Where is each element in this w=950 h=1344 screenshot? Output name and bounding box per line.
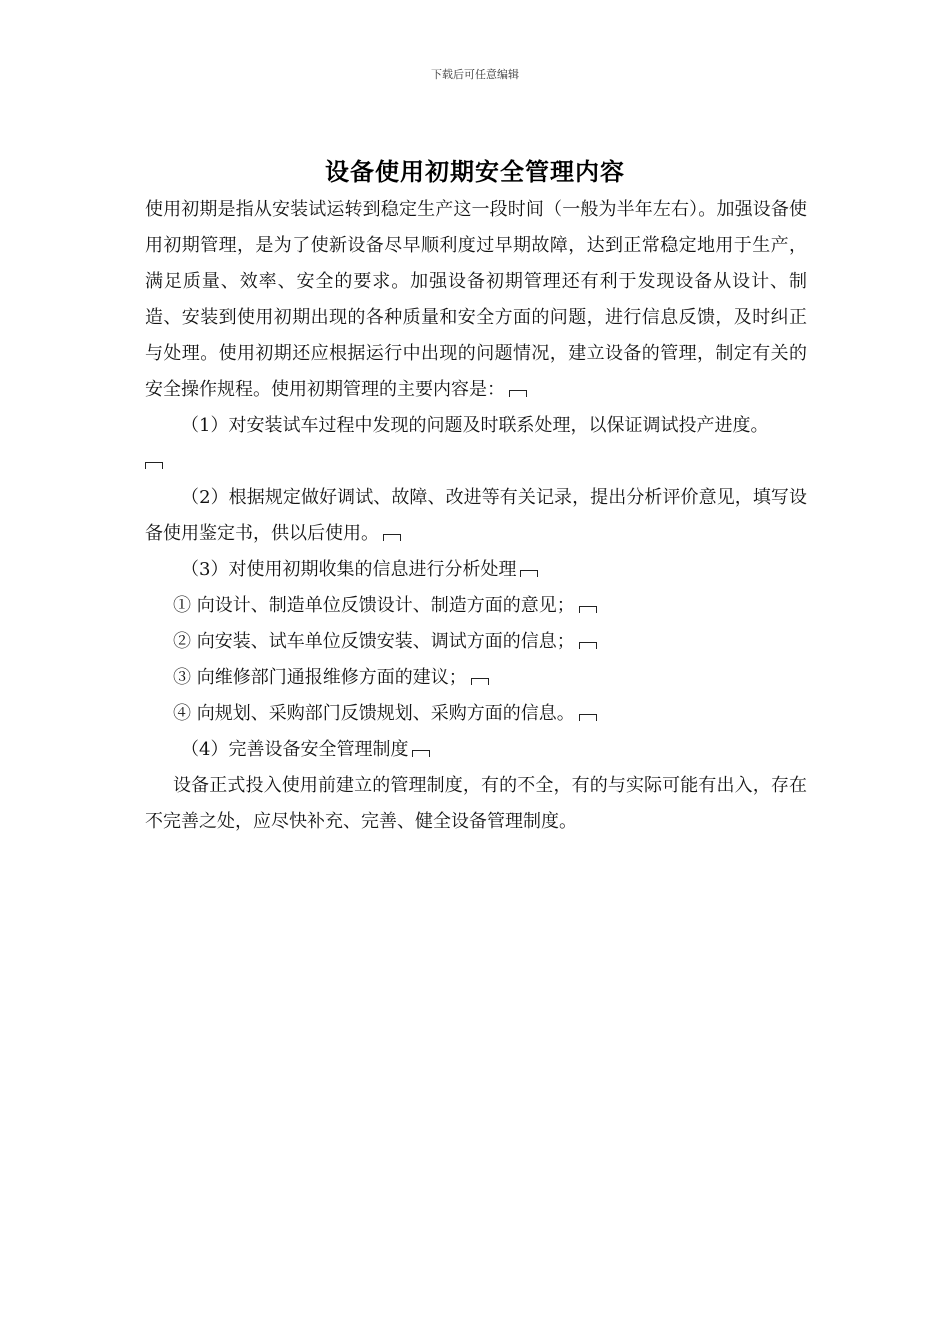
intro-text: 使用初期是指从安装试运转到稳定生产这一段时间（一般为半年左右）。加强设备使用初期管理，是为了使新设备尽早顺利度过早期故障，达到正常稳定地用于生产，满足质量、效率、安全的要求。加强设备初期管理还有利于发现设备从设计、制造、安装到使用初期出现的各种质量和安全方面的问题，进行信息反馈，及时纠正与处理。使用初期还应根据运行中出现的问题情况，建立设备的管理，制定有关的安全操作规程。使用初期管理的主要内容是： xyxy=(145,199,807,400)
paragraph-mark-icon xyxy=(520,570,538,577)
item-2-text: （2）根据规定做好调试、故障、改进等有关记录，提出分析评价意见，填写设备使用鉴定书，供以后使用。 xyxy=(145,487,807,544)
item-1-mark-line xyxy=(145,444,807,480)
item-1 xyxy=(145,408,807,444)
item-3-text: （3）对使用初期收集的信息进行分析处理 xyxy=(181,559,517,580)
paragraph-mark-icon xyxy=(579,642,597,649)
sub-item-4-text: ④ 向规划、采购部门反馈规划、采购方面的信息。 xyxy=(173,703,575,724)
item-1-text: （1）对安装试车过程中发现的问题及时联系处理，以保证调试投产进度。 xyxy=(181,415,769,436)
sub-item-1-text: ① 向设计、制造单位反馈设计、制造方面的意见； xyxy=(173,595,575,616)
sub-item-2 xyxy=(145,624,807,660)
document-title: 设备使用初期安全管理内容 xyxy=(325,157,625,186)
item-2 xyxy=(145,480,807,552)
sub-item-2-text: ② 向安装、试车单位反馈安装、调试方面的信息； xyxy=(173,631,575,652)
closing-text: 设备正式投入使用前建立的管理制度，有的不全，有的与实际可能有出入，存在不完善之处，应尽快补充、完善、健全设备管理制度。 xyxy=(145,775,807,832)
paragraph-mark-icon xyxy=(579,714,597,721)
intro-paragraph xyxy=(145,192,807,408)
item-4 xyxy=(145,732,807,768)
paragraph-mark-icon xyxy=(471,678,489,685)
item-3 xyxy=(145,552,807,588)
paragraph-mark-icon xyxy=(509,390,527,397)
item-4-text: （4）完善设备安全管理制度 xyxy=(181,739,409,760)
page-header: 下载后可任意编辑 xyxy=(431,68,519,81)
sub-item-4 xyxy=(145,696,807,732)
closing-paragraph xyxy=(145,768,807,840)
sub-item-3 xyxy=(145,660,807,696)
paragraph-mark-icon xyxy=(579,606,597,613)
paragraph-mark-icon xyxy=(145,462,163,469)
document-body xyxy=(145,192,807,840)
sub-item-3-text: ③ 向维修部门通报维修方面的建议； xyxy=(173,667,467,688)
paragraph-mark-icon xyxy=(412,750,430,757)
sub-item-1 xyxy=(145,588,807,624)
paragraph-mark-icon xyxy=(383,534,401,541)
